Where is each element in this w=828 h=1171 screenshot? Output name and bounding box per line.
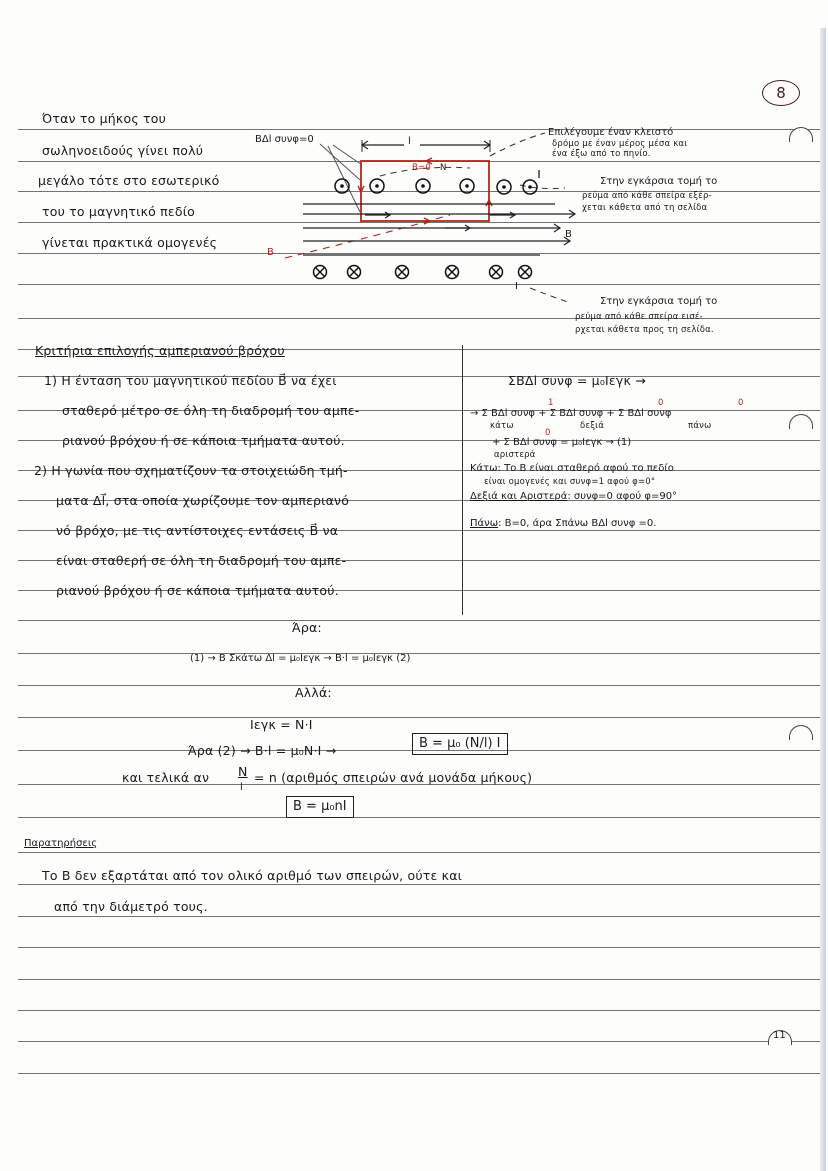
ruled-line	[18, 1073, 820, 1074]
ruled-line	[18, 1010, 820, 1011]
diagram-label-length: l	[408, 136, 411, 147]
katw-line-1: Κάτω: Το B είναι σταθερό αφού το πεδίο	[470, 463, 674, 474]
remarks-line-2: από την διάμετρό τους.	[54, 899, 208, 914]
ruled-line	[18, 979, 820, 980]
ruled-line	[18, 620, 820, 621]
final-frac-den: l	[240, 782, 243, 793]
equation-1: (1) → B Σκάτω Δl = μ₀Iεγκ → B·l = μ₀Iεγκ (2)	[190, 653, 411, 664]
ruled-line	[18, 717, 820, 718]
equation-2: Iεγκ = N·I	[250, 717, 313, 732]
expansion-sub-panw: πάνω	[688, 421, 712, 431]
result-box-final: B = μ₀nI	[286, 796, 354, 818]
ruled-line	[18, 852, 820, 853]
alla: Αλλά:	[295, 685, 332, 700]
ara-1: Άρα:	[292, 620, 322, 635]
ruled-line	[18, 1041, 820, 1042]
dexia-line	[470, 491, 677, 502]
expansion-sub-aristera: αριστερά	[494, 450, 536, 460]
remarks-title: Παρατηρήσεις	[24, 838, 98, 849]
intro-line-1: Όταν το μήκος του	[42, 111, 167, 126]
expansion-sub-kato: κάτω	[490, 421, 514, 431]
dexia-text: : συνφ=0 αφού φ=90°	[567, 491, 678, 502]
criteria-title: Κριτήρια επιλογής αμπεριανού βρόχου	[35, 343, 285, 358]
criteria-item2-line4: είναι σταθερή σε όλη τη διαδρομή του αμπε-	[56, 553, 347, 568]
expansion-sub-dexia: δεξιά	[580, 421, 605, 431]
criteria-item2-line2: ματα Δl⃗, στα οποία χωρίζουμε τον αμπεριανό	[56, 493, 350, 508]
annotation-choose-1: Επιλέγουμε έναν κλειστό	[548, 127, 674, 138]
ruled-line	[18, 817, 820, 818]
annotation-bottom-2: ρεύμα από κάθε σπείρα εισέ-	[575, 312, 703, 322]
ruled-line	[18, 916, 820, 917]
expansion-line-2: + Σ BΔl συνφ = μ₀Iεγκ → (1)	[492, 437, 632, 448]
red-mark-1: 1	[548, 398, 554, 408]
result-box-1: B = μ₀ (N/l) I	[412, 733, 508, 755]
criteria-item1-line3: ριανού βρόχου ή σε κάποια τμήματα αυτού.	[62, 433, 345, 448]
intro-line-4: του το μαγνητικό πεδίο	[42, 204, 195, 219]
annotation-bottom-1: Στην εγκάρσια τομή το	[600, 296, 718, 307]
expansion-line-1: → Σ BΔl συνφ + Σ BΔl συνφ + Σ BΔl συνφ	[470, 408, 672, 419]
ruled-line	[18, 653, 820, 654]
criteria-item1-line2: σταθερό μέτρο σε όλη τη διαδρομή του αμπε-	[62, 403, 360, 418]
diagram-label-b-field: B	[565, 229, 572, 240]
diagram-label-n: N	[440, 163, 447, 173]
binder-hole	[789, 725, 813, 740]
ruled-line	[18, 947, 820, 948]
annotation-top-1: Στην εγκάρσια τομή το	[600, 176, 718, 187]
column-divider	[462, 345, 463, 615]
red-mark-0b: 0	[738, 398, 744, 408]
intro-line-3: μεγάλο τότε στο εσωτερικό	[38, 173, 220, 188]
equation-3: Άρα (2) → B·l = μ₀N·I →	[188, 743, 337, 758]
final-suffix: = n (αριθμός σπειρών ανά μονάδα μήκους)	[254, 770, 533, 785]
annotation-bottom-3: ρχεται κάθετα προς τη σελίδα.	[575, 325, 714, 335]
ruled-line	[18, 884, 820, 885]
panw-label: Πάνω	[470, 518, 499, 529]
criteria-item2-line5: ριανού βρόχου ή σε κάποια τμήματα αυτού.	[56, 583, 339, 598]
panw-text: : B=0, άρα Σπάνω BΔl συνφ =0.	[498, 518, 657, 529]
criteria-item2-line1: 2) Η γωνία που σχηματίζουν τα στοιχειώδη τμή-	[34, 463, 348, 478]
diagram-label-b-left: B	[267, 247, 274, 258]
final-prefix: και τελικά αν	[122, 770, 210, 785]
criteria-item2-line3: νό βρόχο, με τις αντίστοιχες εντάσεις B⃗ να	[56, 523, 339, 538]
diagram-label-bdl-zero: BΔl συνφ=0	[255, 134, 314, 145]
red-mark-0c: 0	[545, 428, 551, 438]
diagram-label-b-zero: B=0	[412, 163, 431, 173]
binder-hole	[789, 414, 813, 429]
criteria-item1-line1: 1) Η ένταση του μαγνητικού πεδίου B⃗ να έχει	[44, 373, 337, 388]
panw-line	[470, 518, 656, 529]
annotation-top-3: χεται κάθετα από τη σελίδα	[582, 203, 708, 213]
solenoid-diagram	[0, 0, 828, 330]
ruled-line	[18, 685, 820, 686]
red-mark-0a: 0	[658, 398, 664, 408]
page-number: 8	[762, 80, 800, 106]
footer-mark: 11	[773, 1030, 786, 1041]
ampere-law: ΣBΔl συνφ = μ₀Iεγκ →	[508, 373, 646, 388]
katw-line-2: είναι ομογενές και συνφ=1 αφού φ=0°	[484, 477, 656, 487]
annotation-choose-3: ένα έξω από το πηνίο.	[552, 149, 651, 159]
remarks-line-1: Το B δεν εξαρτάται από τον ολικό αριθμό των σπειρών, ούτε και	[42, 868, 463, 883]
intro-line-5: γίνεται πρακτικά ομογενές	[42, 235, 218, 250]
diagram-label-current: I	[515, 281, 518, 292]
intro-line-2: σωληνοειδούς γίνει πολύ	[42, 143, 204, 158]
dexia-label: Δεξιά και Αριστερά	[470, 491, 568, 502]
final-frac-num: N	[238, 764, 248, 779]
annotation-top-2: ρεύμα από κάθε σπείρα εξέρ-	[582, 191, 712, 201]
annotation-choose-2: δρόμο με έναν μέρος μέσα και	[552, 139, 688, 149]
